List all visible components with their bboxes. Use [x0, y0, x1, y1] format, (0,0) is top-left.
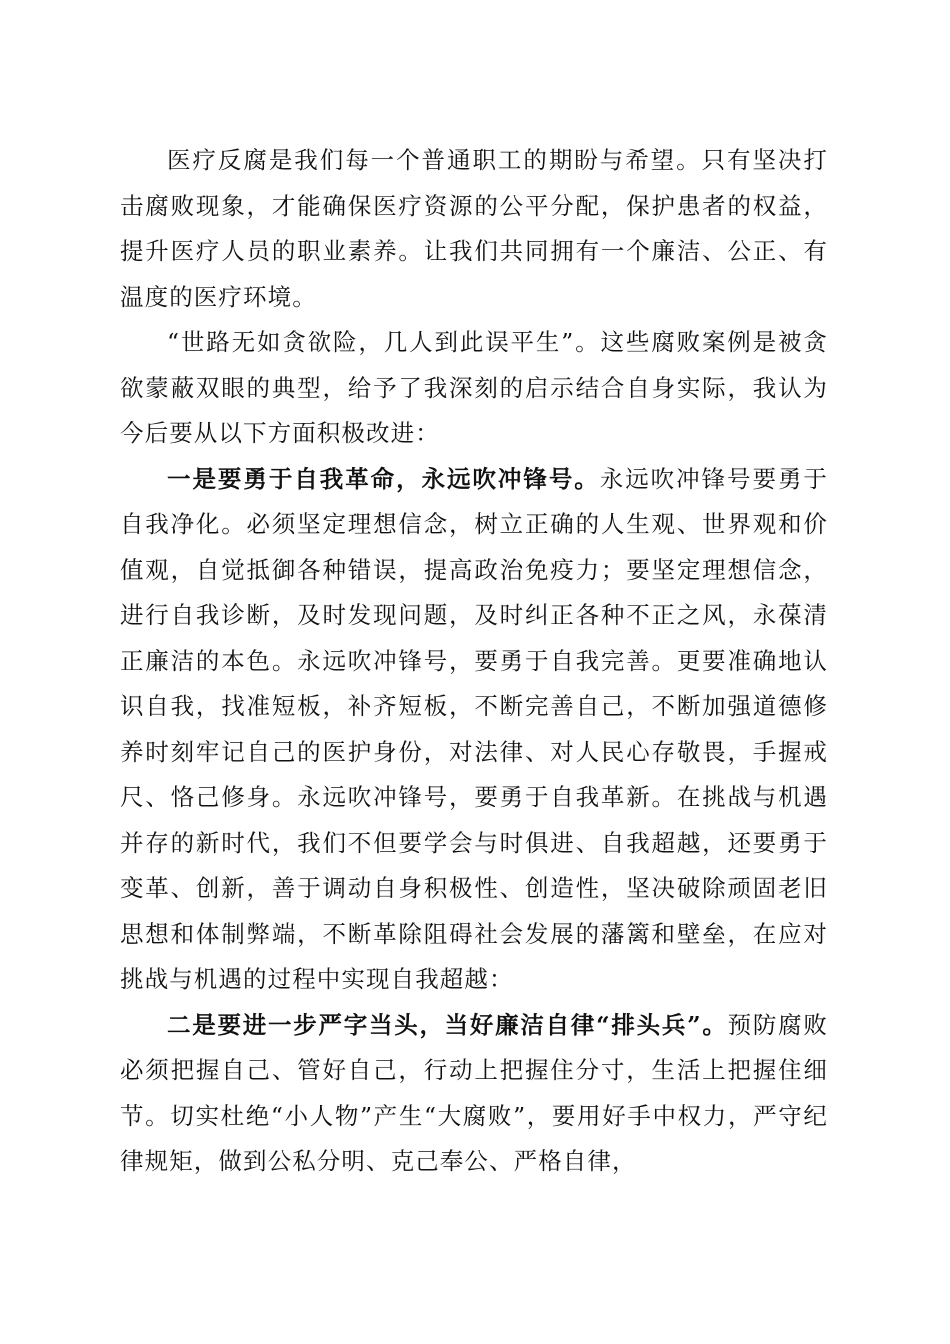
paragraph-text: 预防腐败必须把握自己、管好自己，行动上把握住分寸，生活上把握住细节。切实杜绝“小人物”产生“大腐败”，要用好手中权力，严守纪律规矩，做到公私分明、克己奉公、严格自律，	[120, 1010, 828, 1175]
paragraph-intro	[120, 138, 828, 320]
paragraph-point-one	[120, 457, 828, 1003]
document-body	[120, 138, 828, 1185]
paragraph-quote	[120, 320, 828, 457]
paragraph-lead: 二是要进一步严字当头，当好廉洁自律“排头兵”。	[167, 1010, 728, 1039]
paragraph-lead: 一是要勇于自我革命，永远吹冲锋号。	[167, 464, 600, 493]
paragraph-text: 永远吹冲锋号要勇于自我净化。必须坚定理想信念，树立正确的人生观、世界观和价值观，自觉抵御各种错误，提高政治免疫力；要坚定理想信念，进行自我诊断，及时发现问题，及时纠正各种不正之风，永葆清正廉洁的本色。永远吹冲锋号，要勇于自我完善。更要准确地认识自我，找准短板，补齐短板，不断完善自己，不断加强道德修养时刻牢记自己的医护身份，对法律、对人民心存敬畏，手握戒尺、恪己修身。永远吹冲锋号，要勇于自我革新。在挑战与机遇并存的新时代，我们不但要学会与时俱进、自我超越，还要勇于变革、创新，善于调动自身积极性、创造性，坚决破除顽固老旧思想和体制弊端，不断革除阻碍社会发展的藩篱和壁垒，在应对挑战与机遇的过程中实现自我超越：	[120, 464, 828, 993]
paragraph-text: “世路无如贪欲险，几人到此误平生”。这些腐败案例是被贪欲蒙蔽双眼的典型，给予了我深刻的启示结合自身实际，我认为今后要从以下方面积极改进：	[120, 328, 828, 447]
paragraph-text: 医疗反腐是我们每一个普通职工的期盼与希望。只有坚决打击腐败现象，才能确保医疗资源的公平分配，保护患者的权益，提升医疗人员的职业素养。让我们共同拥有一个廉洁、公正、有温度的医疗环境。	[120, 146, 828, 311]
paragraph-point-two	[120, 1003, 828, 1185]
